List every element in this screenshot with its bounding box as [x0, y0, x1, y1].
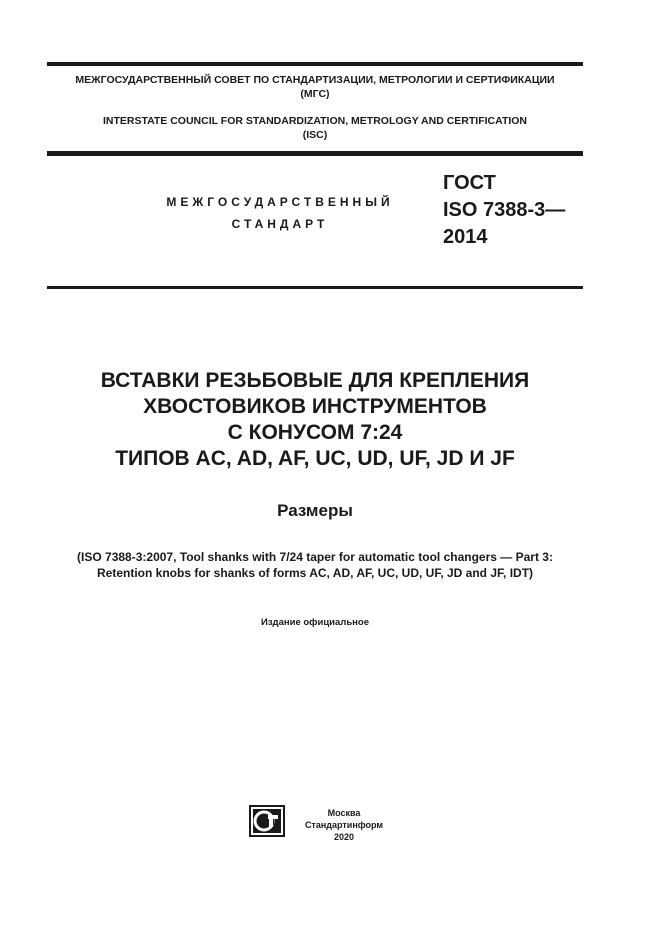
publisher-city: Москва: [327, 808, 361, 818]
standartinform-logo-icon: [249, 805, 285, 837]
publisher-name: Стандартинформ: [304, 820, 384, 830]
gost-line1: ГОСТ: [443, 172, 496, 194]
interstate-label-line2: СТАНДАРТ: [231, 217, 329, 231]
top-rule: [47, 62, 583, 66]
title-line3: С КОНУСОМ 7:24: [227, 421, 403, 444]
council-name-en: [47, 114, 583, 142]
council-name-ru: [47, 73, 583, 101]
gost-designation: [443, 170, 565, 251]
interstate-standard-label: [110, 191, 450, 235]
header-rule: [47, 151, 583, 156]
interstate-label-line1: МЕЖГОСУДАРСТВЕННЫЙ: [166, 195, 394, 209]
council-abbr-ru: (МГС): [300, 88, 330, 100]
edition-note: Издание официальное: [261, 617, 369, 628]
iso-reference-line1: (ISO 7388-3:2007, Tool shanks with 7/24 taper for automatic tool changers — Part 3:: [77, 550, 553, 564]
publisher-year: 2020: [333, 832, 355, 842]
iso-reference: [47, 549, 583, 581]
document-title: [47, 368, 583, 472]
gost-line2: ISO 7388-3—: [443, 199, 566, 221]
iso-reference-line2: Retention knobs for shanks of forms AC, AD, AF, UC, UD, UF, JD and JF, IDT): [96, 566, 534, 580]
council-name-en-line1: INTERSTATE COUNCIL FOR STANDARDIZATION, METROLOGY AND CERTIFICATION: [102, 115, 528, 127]
document-subtitle: Размеры: [277, 501, 353, 520]
designation-rule: [47, 286, 583, 289]
publisher-info: [304, 807, 384, 843]
gost-line3: 2014: [443, 226, 488, 248]
council-abbr-en: (ISC): [302, 129, 328, 141]
title-line1: ВСТАВКИ РЕЗЬБОВЫЕ ДЛЯ КРЕПЛЕНИЯ: [100, 369, 530, 392]
council-name-ru-line1: МЕЖГОСУДАРСТВЕННЫЙ СОВЕТ ПО СТАНДАРТИЗАЦИИ, МЕТРОЛОГИИ И СЕРТИФИКАЦИИ: [75, 74, 555, 86]
title-line4: ТИПОВ AC, AD, AF, UC, UD, UF, JD И JF: [115, 447, 515, 470]
title-line2: ХВОСТОВИКОВ ИНСТРУМЕНТОВ: [143, 395, 487, 418]
